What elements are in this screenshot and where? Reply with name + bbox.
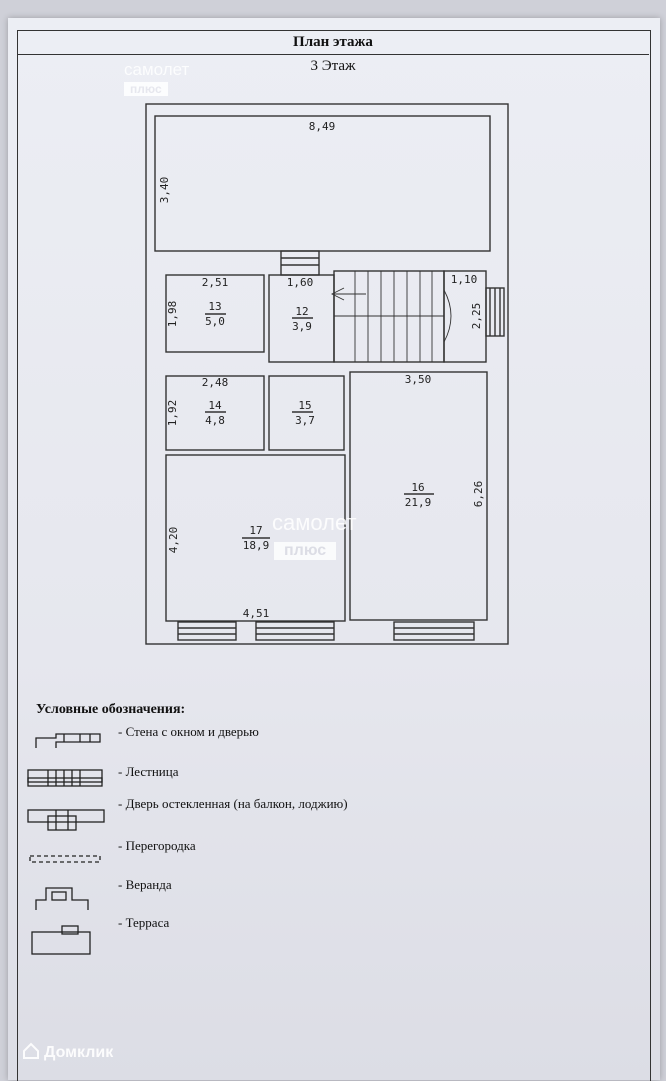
dim-top-height: 3,40 bbox=[158, 176, 171, 204]
room-14-area: 4,8 bbox=[205, 414, 225, 427]
room-16-number: 16 bbox=[411, 481, 425, 494]
room-15-outline bbox=[269, 376, 344, 450]
room-17-number: 17 bbox=[249, 524, 263, 537]
legend-glazed-door: - Дверь остекленная (на балкон, лоджию) bbox=[118, 796, 348, 811]
dim-13-width: 2,51 bbox=[201, 276, 229, 289]
legend-title: Условные обозначения: bbox=[36, 702, 186, 717]
top-room-outline bbox=[155, 116, 490, 251]
watermark-plus-center: плюс bbox=[274, 542, 336, 560]
room-17-area: 18,9 bbox=[242, 539, 270, 552]
legend-veranda: - Веранда bbox=[118, 877, 172, 892]
house-icon bbox=[22, 1042, 40, 1060]
room-12-number: 12 bbox=[295, 305, 309, 318]
room-15-area: 3,7 bbox=[295, 414, 315, 427]
dim-top-width: 8,49 bbox=[308, 120, 336, 133]
dim-17-height: 4,20 bbox=[167, 526, 180, 554]
page-title: План этажа bbox=[17, 30, 649, 55]
dim-12-width: 1,60 bbox=[286, 276, 314, 289]
dim-13-height: 1,98 bbox=[166, 300, 179, 328]
domclick-watermark bbox=[22, 1042, 113, 1062]
dim-17-width: 4,51 bbox=[242, 607, 270, 620]
legend-symbols bbox=[28, 734, 104, 954]
room-13-number: 13 bbox=[208, 300, 222, 313]
outer-wall bbox=[146, 104, 508, 644]
legend-wall-window-door: - Стена с окном и дверью bbox=[118, 724, 259, 739]
staircase-outline bbox=[334, 271, 444, 362]
dim-16-height: 6,26 bbox=[472, 480, 485, 508]
watermark-brand-center: самолет bbox=[272, 510, 357, 535]
room-12-area: 3,9 bbox=[292, 320, 312, 333]
watermark-brand: самолет bbox=[124, 60, 190, 79]
room-16-area: 21,9 bbox=[404, 496, 432, 509]
dim-14-width: 2,48 bbox=[201, 376, 229, 389]
room-14-number: 14 bbox=[208, 399, 222, 412]
legend-partition: - Перегородка bbox=[118, 838, 196, 853]
room-15-number: 15 bbox=[298, 399, 312, 412]
dim-corridor-height: 2,25 bbox=[470, 302, 483, 330]
legend-staircase: - Лестница bbox=[118, 764, 179, 779]
watermark-plus: плюс bbox=[124, 82, 168, 96]
floor-label: 3 Этаж bbox=[310, 58, 356, 74]
legend-terrace: - Терраса bbox=[118, 915, 170, 930]
dim-14-height: 1,92 bbox=[166, 399, 179, 427]
dim-16-width: 3,50 bbox=[404, 373, 432, 386]
dim-corridor-width: 1,10 bbox=[450, 273, 478, 286]
room-13-area: 5,0 bbox=[205, 315, 225, 328]
domclick-label: Домклик bbox=[44, 1044, 114, 1061]
